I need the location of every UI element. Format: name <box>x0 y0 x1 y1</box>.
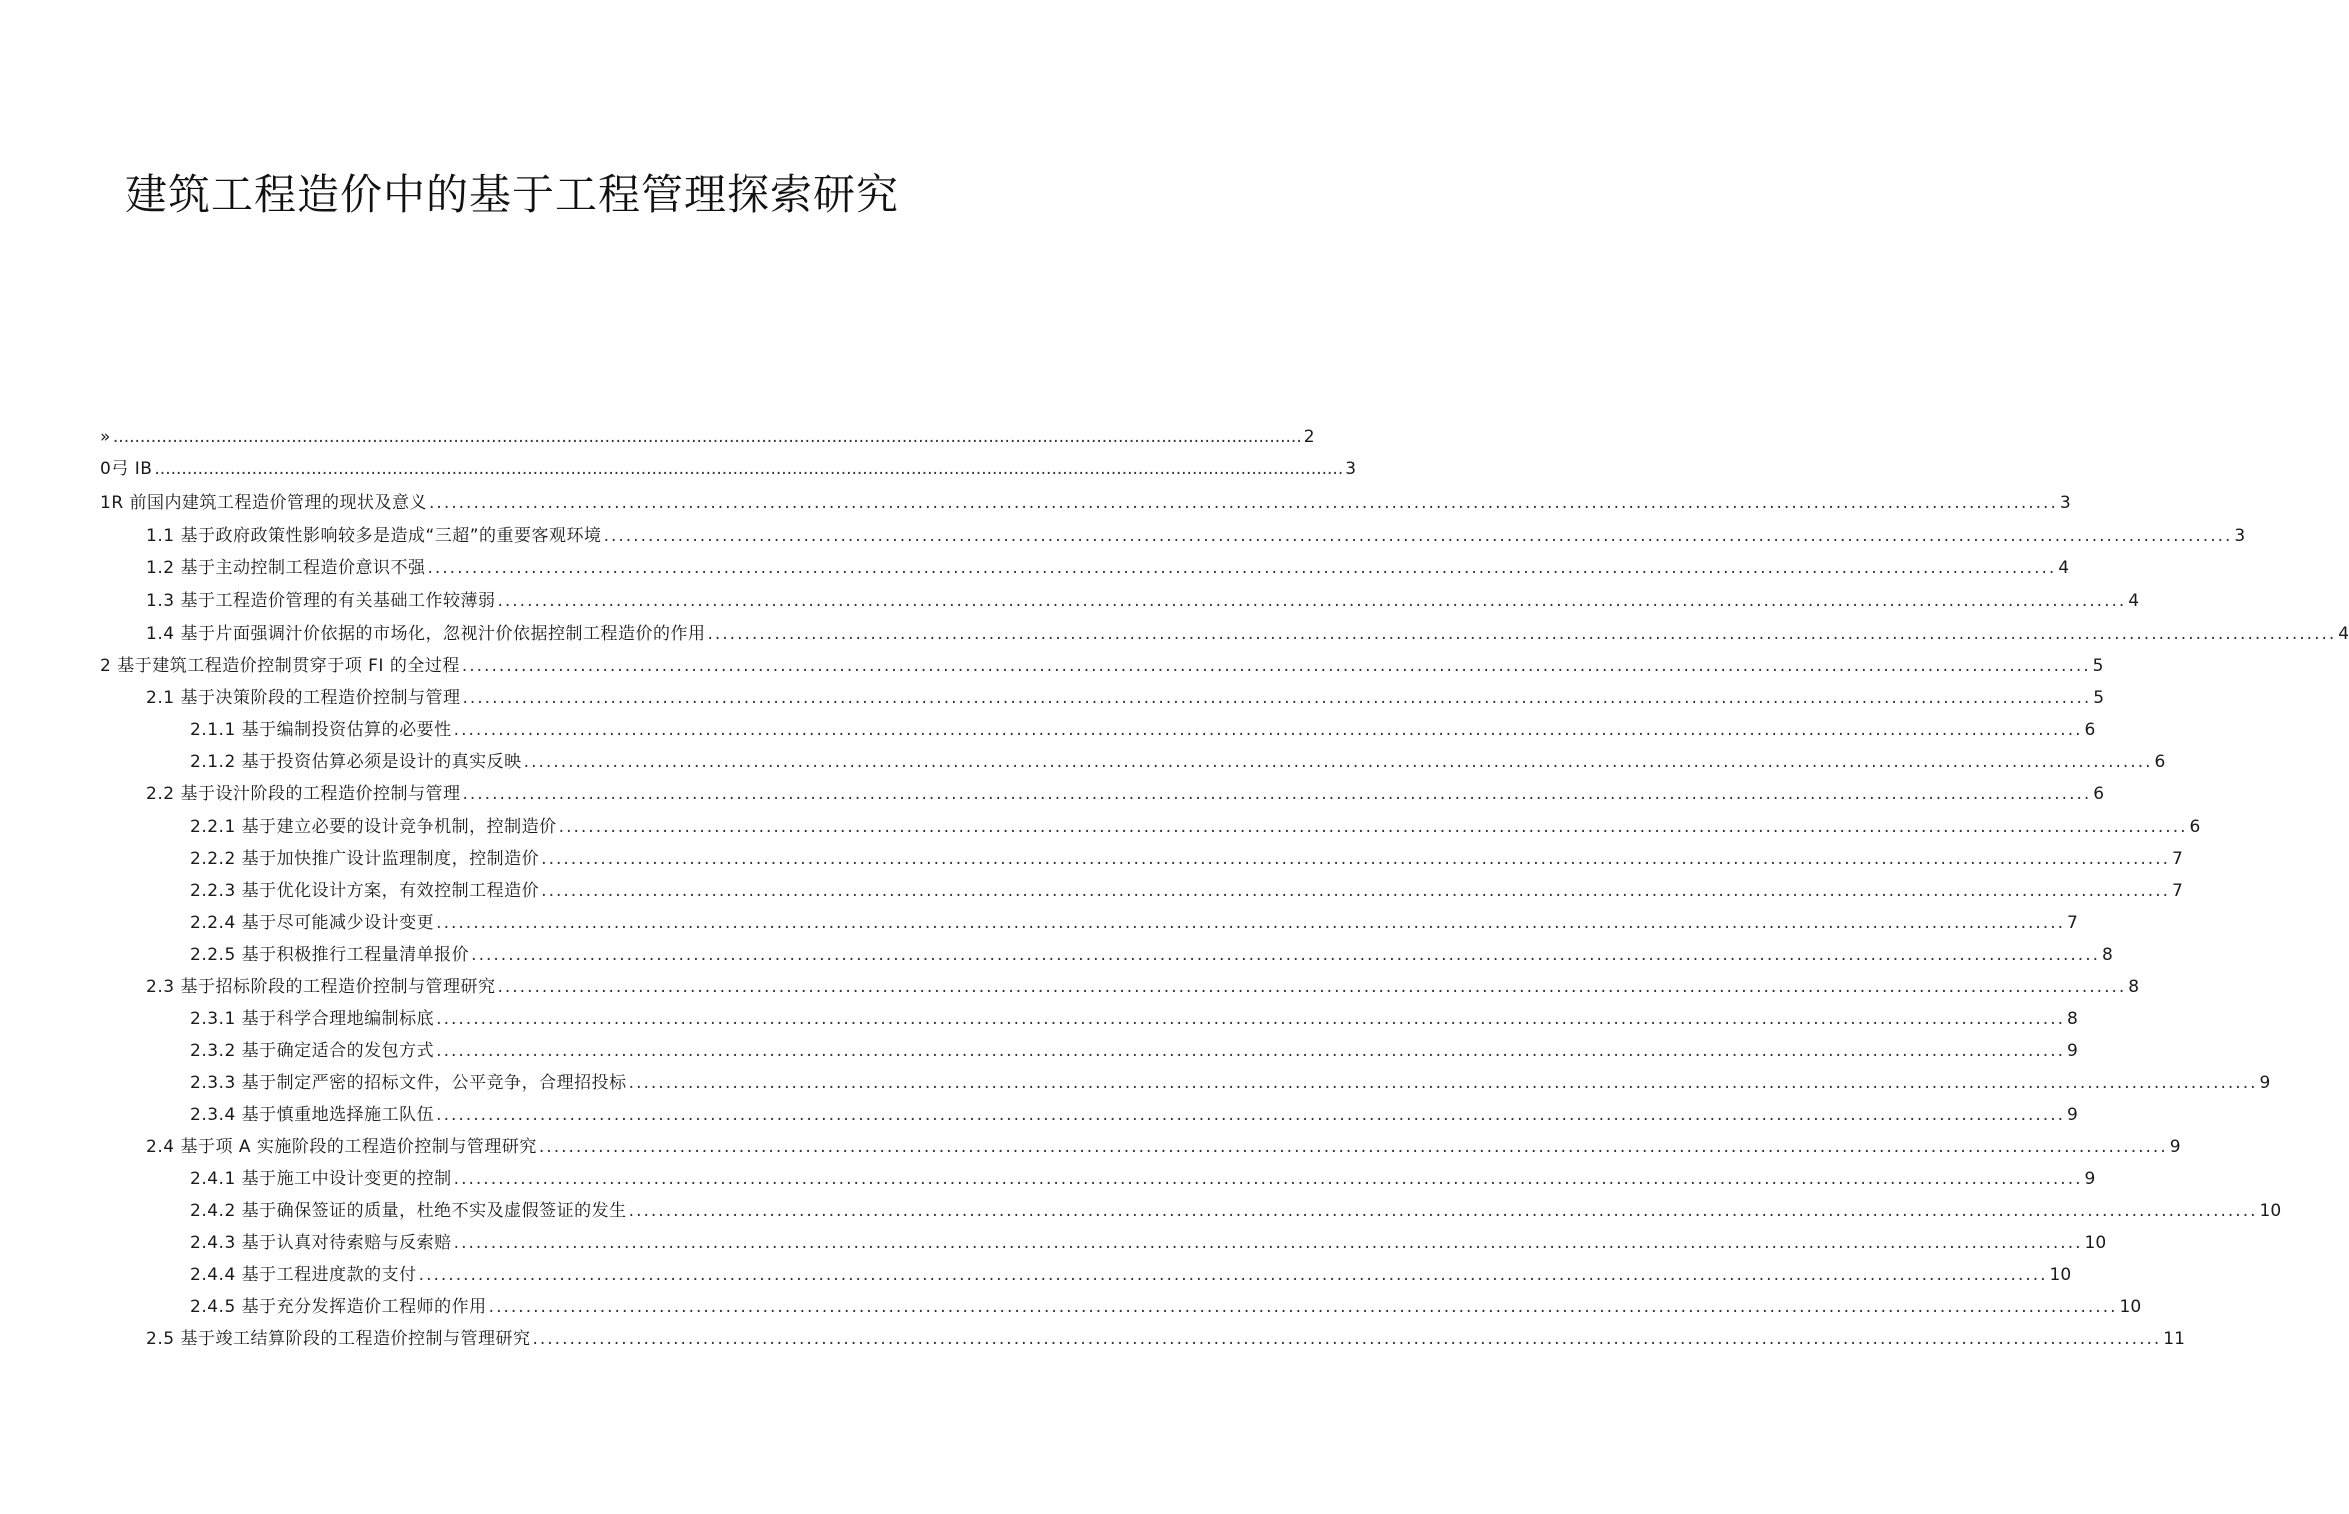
toc-entry-title: 2.2.5 基于积极推行工程量清单报价 <box>190 945 470 965</box>
toc-page-number: 7 <box>2172 881 2183 901</box>
toc-entry[interactable] <box>146 522 2246 550</box>
toc-dot-leader: ............................................................................................................................................................................................................................ <box>628 1073 2258 1093</box>
toc-dot-leader: ............................................................................................................................................................................................................................ <box>418 1265 2048 1285</box>
toc-dot-leader: ............................................................................................................................................................................................................................ <box>497 591 2127 611</box>
toc-entry-title: 1.1 基于政府政策性影响较多是造成“三超”的重要客观环境 <box>146 526 602 546</box>
toc-page-number: 6 <box>2093 784 2105 804</box>
toc-entry-title: 2.4.2 基于确保签证的质量，杜绝不实及虚假签证的发生 <box>190 1201 627 1221</box>
toc-entry[interactable] <box>100 489 2071 517</box>
toc-entry-title: 2.1.1 基于编制投资估算的必要性 <box>190 720 452 740</box>
toc-page-number: 10 <box>2119 1297 2142 1317</box>
toc-entry[interactable] <box>190 845 2183 873</box>
toc-dot-leader: ............................................................................................................................................................................................................................ <box>707 624 2337 644</box>
toc-page-number: 9 <box>2067 1041 2078 1061</box>
toc-page-number: 10 <box>2084 1233 2107 1253</box>
toc-entry[interactable] <box>190 813 2201 841</box>
toc-page-number: 8 <box>2067 1009 2078 1029</box>
toc-page-number: 6 <box>2189 817 2201 837</box>
toc-page-number: 9 <box>2067 1105 2078 1125</box>
toc-dot-leader: ............................................................................................................................................................................................................................ <box>453 720 2083 740</box>
toc-entry[interactable] <box>146 587 2140 615</box>
toc-dot-leader: ............................................................................................................................................................................................................................ <box>523 752 2153 772</box>
toc-dot-leader: ............................................................................................................................................................................................................................ <box>541 881 2171 901</box>
toc-entry[interactable] <box>190 909 2078 937</box>
toc-dot-leader: ............................................................................................................................................................................................................................ <box>558 817 2188 837</box>
toc-dot-leader: ............................................................................................................................................................................................................................ <box>462 784 2092 804</box>
toc-page-number: 10 <box>2259 1201 2282 1221</box>
toc-entry-title: 2.5 基于竣工结算阶段的工程造价控制与管理研究 <box>146 1329 531 1349</box>
toc-dot-leader: ............................................................................................................................................................................................................................ <box>471 945 2101 965</box>
toc-dot-leader: ............................................................................................................................................................................................................................ <box>541 849 2171 869</box>
toc-dot-leader: ............................................................................................................................................................................................................................ <box>453 1233 2083 1253</box>
toc-dot-leader: ............................................................................................................................................................................................................................ <box>154 459 1344 479</box>
toc-entry-title: 2.2 基于设汁阶段的工程造价控制与管理 <box>146 784 461 804</box>
toc-entry[interactable] <box>190 941 2113 969</box>
toc-dot-leader: ............................................................................................................................................................................................................................ <box>497 977 2127 997</box>
toc-dot-leader: ............................................................................................................................................................................................................................ <box>112 427 1302 447</box>
toc-page-number: 3 <box>2059 493 2071 513</box>
toc-dot-leader: ............................................................................................................................................................................................................................ <box>436 1105 2066 1125</box>
toc-entry-title: » <box>100 427 111 447</box>
toc-entry-title: 2.2.3 基于优化设计方案，有效控制工程造价 <box>190 881 540 901</box>
toc-page-number: 4 <box>2058 558 2070 578</box>
toc-entry-title: 2.3.3 基于制定严密的招标文件，公平竞争，合理招投标 <box>190 1073 627 1093</box>
toc-entry[interactable] <box>190 1229 2107 1257</box>
toc-entry-title: 2.4.3 基于认真对待索赔与反索赔 <box>190 1233 452 1253</box>
toc-page-number: 5 <box>2093 688 2105 708</box>
toc-dot-leader: ............................................................................................................................................................................................................................ <box>436 913 2066 933</box>
toc-entry[interactable] <box>190 1005 2078 1033</box>
toc-entry[interactable] <box>146 554 2070 582</box>
toc-dot-leader: ............................................................................................................................................................................................................................ <box>436 1041 2066 1061</box>
toc-dot-leader: ............................................................................................................................................................................................................................ <box>453 1169 2083 1189</box>
toc-entry-title: 2.1.2 基于投资估算必须是设计的真实反映 <box>190 752 522 772</box>
toc-page-number: 9 <box>2259 1073 2271 1093</box>
toc-page-number: 4 <box>2338 624 2349 644</box>
toc-dot-leader: ............................................................................................................................................................................................................................ <box>603 526 2233 546</box>
toc-entry[interactable] <box>190 716 2096 744</box>
toc-entry-title: 2.1 基于决策阶段的工程造价控制与管理 <box>146 688 461 708</box>
toc-dot-leader: ............................................................................................................................................................................................................................ <box>436 1009 2066 1029</box>
toc-page-number: 7 <box>2172 849 2183 869</box>
toc-page-number: 3 <box>1345 459 1357 479</box>
toc-page-number: 2 <box>1303 427 1315 447</box>
toc-entry[interactable] <box>100 652 2104 680</box>
toc-dot-leader: ............................................................................................................................................................................................................................ <box>488 1297 2118 1317</box>
toc-page-number: 11 <box>2163 1329 2185 1349</box>
toc-entry-title: 2 基于建筑工程造价控制贯穿于项 FI 的全过程 <box>100 656 460 676</box>
toc-dot-leader: ............................................................................................................................................................................................................................ <box>532 1329 2162 1349</box>
toc-entry-title: 2.4.4 基于工程进度款的支付 <box>190 1265 417 1285</box>
toc-page-number: 4 <box>2128 591 2140 611</box>
toc-entry[interactable] <box>146 1133 2181 1161</box>
toc-page-number: 7 <box>2067 913 2078 933</box>
toc-entry[interactable] <box>146 1325 2185 1353</box>
toc-page-number: 8 <box>2102 945 2113 965</box>
toc-entry[interactable] <box>190 877 2183 905</box>
toc-entry[interactable] <box>190 1037 2078 1065</box>
toc-dot-leader: ............................................................................................................................................................................................................................ <box>429 493 2058 513</box>
toc-entry-title: 2.2.2 基于加快推广设计监理制度，控制造价 <box>190 849 540 869</box>
toc-entry-title: 2.3.1 基于科学合理地编制标底 <box>190 1009 435 1029</box>
toc-page-number: 10 <box>2049 1265 2072 1285</box>
toc-dot-leader: ............................................................................................................................................................................................................................ <box>462 688 2092 708</box>
toc-entry-title: 2.3.2 基于确定适合的发包方式 <box>190 1041 435 1061</box>
toc-entry-title: 2.4.5 基于充分发挥造价工程师的作用 <box>190 1297 487 1317</box>
toc-entry[interactable] <box>146 620 2349 648</box>
toc-entry-title: 2.2.1 基于建立必要的设计竞争机制，控制造价 <box>190 817 557 837</box>
toc-entry[interactable] <box>190 1197 2282 1225</box>
toc-entry-title: 2.3.4 基于慎重地选择施工队伍 <box>190 1105 435 1125</box>
toc-dot-leader: ............................................................................................................................................................................................................................ <box>427 558 2057 578</box>
toc-entry-title: 0弓 IB <box>100 459 153 479</box>
toc-entry[interactable] <box>190 1293 2142 1321</box>
toc-entry[interactable] <box>100 423 1315 451</box>
toc-entry-title: 1R 前国内建筑工程造价管理的现状及意义 <box>100 493 428 513</box>
toc-page-number: 9 <box>2084 1169 2096 1189</box>
toc-page-number: 6 <box>2154 752 2166 772</box>
toc-entry-title: 2.3 基于招标阶段的工程造价控制与管理研究 <box>146 977 496 997</box>
toc-entry[interactable] <box>190 1165 2096 1193</box>
toc-entry[interactable] <box>146 780 2105 808</box>
toc-entry[interactable] <box>190 1101 2078 1129</box>
toc-dot-leader: ............................................................................................................................................................................................................................ <box>461 656 2091 676</box>
toc-page-number: 8 <box>2128 977 2140 997</box>
toc-entry-title: 2.2.4 基于尽可能减少设计变更 <box>190 913 435 933</box>
toc-entry[interactable] <box>146 973 2140 1001</box>
toc-entry[interactable] <box>190 748 2166 776</box>
toc-entry[interactable] <box>190 1261 2072 1289</box>
toc-entry[interactable] <box>146 684 2105 712</box>
toc-page-number: 6 <box>2084 720 2096 740</box>
toc-dot-leader: ............................................................................................................................................................................................................................ <box>538 1137 2168 1157</box>
toc-page-number: 9 <box>2169 1137 2181 1157</box>
toc-page-number: 5 <box>2092 656 2104 676</box>
toc-page-number: 3 <box>2234 526 2246 546</box>
toc-entry-title: 1.3 基于工程造价管理的有关基础工作较薄弱 <box>146 591 496 611</box>
toc-entry-title: 1.4 基于片面强调汁价依据的市场化，忽视汁价依据控制工程造价的作用 <box>146 624 706 644</box>
toc-entry-title: 2.4 基于项 A 实施阶段的工程造价控制与管理研究 <box>146 1137 537 1157</box>
toc-entry-title: 2.4.1 基于施工中设计变更的控制 <box>190 1169 452 1189</box>
toc-entry[interactable] <box>100 455 1357 483</box>
toc-dot-leader: ............................................................................................................................................................................................................................ <box>628 1201 2258 1221</box>
document-title: 建筑工程造价中的基于工程管理探索研究 <box>124 170 899 219</box>
toc-entry[interactable] <box>190 1069 2271 1097</box>
toc-entry-title: 1.2 基于主动控制工程造价意识不强 <box>146 558 426 578</box>
